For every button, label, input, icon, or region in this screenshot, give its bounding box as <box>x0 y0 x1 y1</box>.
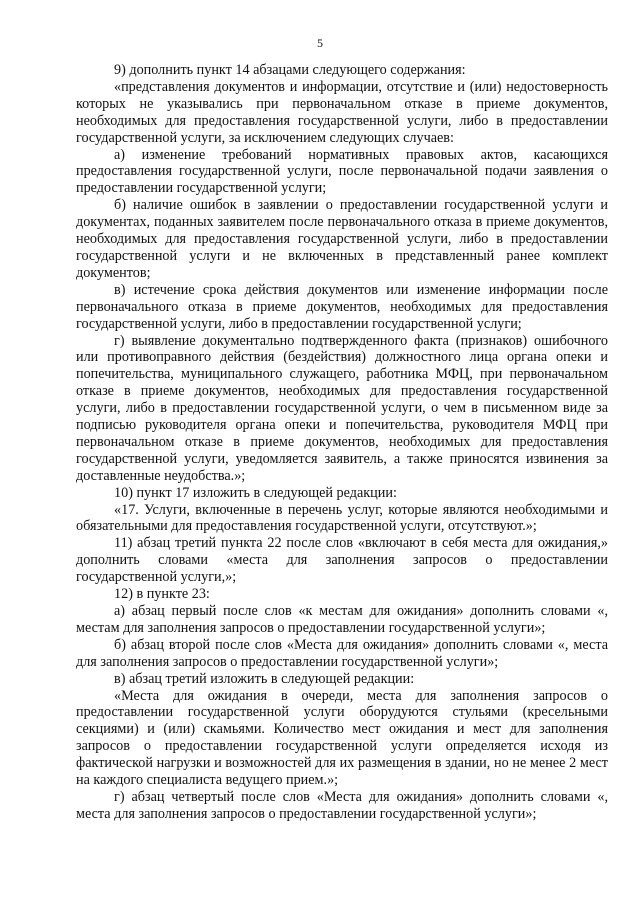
page-number: 5 <box>317 36 323 50</box>
paragraph: «Места для ожидания в очереди, места для заполнения запросов о предоставлении государственной услуги оборудуются стульями (кресельными секциями) и (или) скамьями. Количество мест ожидания и мест для заполнения запросов о предоставлении государственной услуги определяется исходя из фактической нагрузки и возможностей для их размещения в здании, но не менее 2 мест на каждого специалиста ведущего прием.»; <box>76 687 608 789</box>
paragraph: 12) в пункте 23: <box>114 586 210 603</box>
paragraph: «представления документов и информации, отсутствие и (или) недостоверность которых не указывались при первоначальном отказе в приеме документов, необходимых для предоставления государственной услуги, либо в предоставлении государственной услуги, за исключением следующих случаев: <box>76 78 608 146</box>
paragraph: 10) пункт 17 изложить в следующей редакции: <box>114 484 397 501</box>
paragraph: г) абзац четвертый после слов «Места для ожидания» дополнить словами «, места для заполнения запросов о предоставлении государственной услуги»; <box>76 788 608 822</box>
paragraph: в) истечение срока действия документов или изменение информации после первоначального отказа в приеме документов, необходимых для предоставления государственной услуги, либо в предоставлении государственной услуги; <box>76 281 608 332</box>
paragraph: б) наличие ошибок в заявлении о предоставлении государственной услуги и документах, поданных заявителем после первоначального отказа в приеме документов, необходимых для предоставления государственной услуги, либо в предоставлении государственной услуги и не включенных в представленный ранее комплект документов; <box>76 197 608 281</box>
paragraph: а) абзац первый после слов «к местам для ожидания» дополнить словами «, местам для заполнения запросов о предоставлении государственной услуги»; <box>76 603 608 636</box>
document-body <box>76 62 608 823</box>
paragraph: «17. Услуги, включенные в перечень услуг, которые являются необходимыми и обязательными для предоставления государственной услуги, отсутствуют.»; <box>76 501 608 535</box>
paragraph: в) абзац третий изложить в следующей редакции: <box>114 670 415 687</box>
paragraph: а) изменение требований нормативных правовых актов, касающихся предоставления государственной услуги, после первоначальной подачи заявления о предоставлении государственной услуги; <box>76 146 608 197</box>
paragraph: 9) дополнить пункт 14 абзацами следующего содержания: <box>114 62 466 78</box>
paragraph: 11) абзац третий пункта 22 после слов «включают в себя места для ожидания,» дополнить словами «места для заполнения запросов о предоставлении государственной услуги,»; <box>76 535 608 586</box>
paragraph: б) абзац второй после слов «Места для ожидания» дополнить словами «, места для заполнения запросов о предоставлении государственной услуги»; <box>76 636 608 670</box>
paragraph: г) выявление документально подтвержденного факта (признаков) ошибочного или противоправного действия (бездействия) должностного лица органа опеки и попечительства, муниципального служащего, работника МФЦ, при первоначальном отказе в приеме документов, необходимых для предоставления государственной услуги, либо в предоставлении государственной услуги, о чем в письменном виде за подписью руководителя органа опеки и попечительства, руководителя МФЦ при первоначальном отказе в приеме документов, необходимых для предоставления государственной услуги, уведомляется заявитель, а также приносятся извинения за доставленные неудобства.»; <box>76 332 608 484</box>
